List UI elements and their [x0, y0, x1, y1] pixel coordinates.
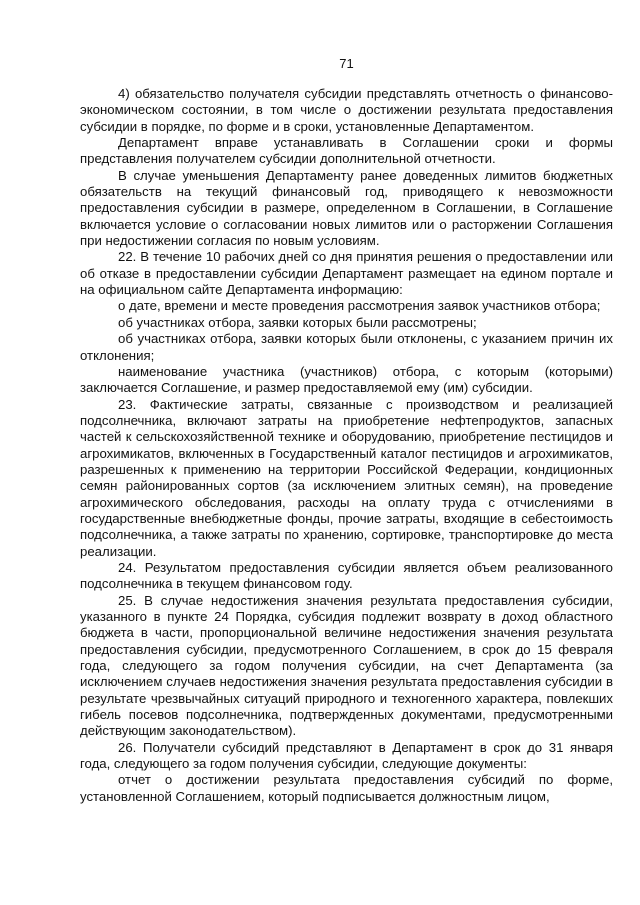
paragraph-additional-reporting: Департамент вправе устанавливать в Соглашении сроки и формы представления получателем субсидии дополнительной отчетности. [80, 135, 613, 167]
paragraph-info-reviewed: об участниках отбора, заявки которых были рассмотрены; [118, 314, 477, 330]
paragraph-item-26: 26. Получатели субсидий представляют в Департамент в срок до 31 января года, следующего за годом получения субсидии, следующие документы: [80, 739, 613, 772]
paragraph-info-date: о дате, времени и месте проведения рассмотрения заявок участников отбора; [118, 298, 601, 314]
paragraph-info-recipient: наименование участника (участников) отбора, с которым (которыми) заключается Соглашение, и размер предоставляемой ему (им) субсидии. [80, 363, 613, 396]
page-number: 71 [339, 56, 354, 71]
paragraph-report-form: отчет о достижении результата предоставления субсидий по форме, установленной Соглашением, который подписывается должностным лицом, [80, 772, 613, 804]
paragraph-limits-reduction: В случае уменьшения Департаменту ранее доведенных лимитов бюджетных обязательств на текущий финансовый год, приводящего к невозможности предоставления субсидии в размере, определенном в Соглашении, в Соглашение включается условие о согласовании новых лимитов или о расторжении Соглашения при недостижении согласия по новым условиям. [80, 167, 613, 249]
paragraph-item-25: 25. В случае недостижения значения результата предоставления субсидии, указанного в пункте 24 Порядка, субсидия подлежит возврату в доход областного бюджета в части, пропорциональной величине недостижения значения результата предоставления субсидии, предусмотренного Соглашением, в срок до 15 февраля года, следующего за годом получения субсидии, на счет Департамента (за исключением случаев недостижения значения результата предоставления субсидии в результате чрезвычайных ситуаций природного и техногенного характера, повлекших гибель посевов подсолнечника, подтвержденных документами, предусмотренными действующим законодательством). [80, 592, 613, 739]
paragraph-item-24: 24. Результатом предоставления субсидии является объем реализованного подсолнечника в текущем финансовом году. [80, 559, 613, 592]
document-page [80, 56, 613, 805]
paragraph-obligation-report: 4) обязательство получателя субсидии представлять отчетность о финансово-экономическом состоянии, в том числе о достижении результата предоставления субсидии в порядке, по форме и в сроки, установленные Департаментом. [80, 86, 613, 134]
paragraph-item-23: 23. Фактические затраты, связанные с производством и реализацией подсолнечника, включают затраты на приобретение нефтепродуктов, запасных частей к сельскохозяйственной технике и оборудованию, приобретение пестицидов и агрохимикатов, включенных в Государственный каталог пестицидов и агрохимикатов, разрешенных к применению на территории Российской Федерации, кондиционных семян районированных сортов (за исключением элитных семян), на проведение агрохимического обследования, расходы на оплату труда с отчислениями в государственные внебюджетные фонды, прочие затраты, входящие в себестоимость подсолнечника, а также затраты по хранению, сортировке, транспортировке до места реализации. [80, 396, 613, 559]
paragraph-info-rejected: об участниках отбора, заявки которых были отклонены, с указанием причин их отклонения; [80, 331, 613, 363]
paragraph-item-22: 22. В течение 10 рабочих дней со дня принятия решения о предоставлении или об отказе в предоставлении субсидии Департамент размещает на едином портале и на официальном сайте Департамента информацию: [80, 249, 613, 298]
